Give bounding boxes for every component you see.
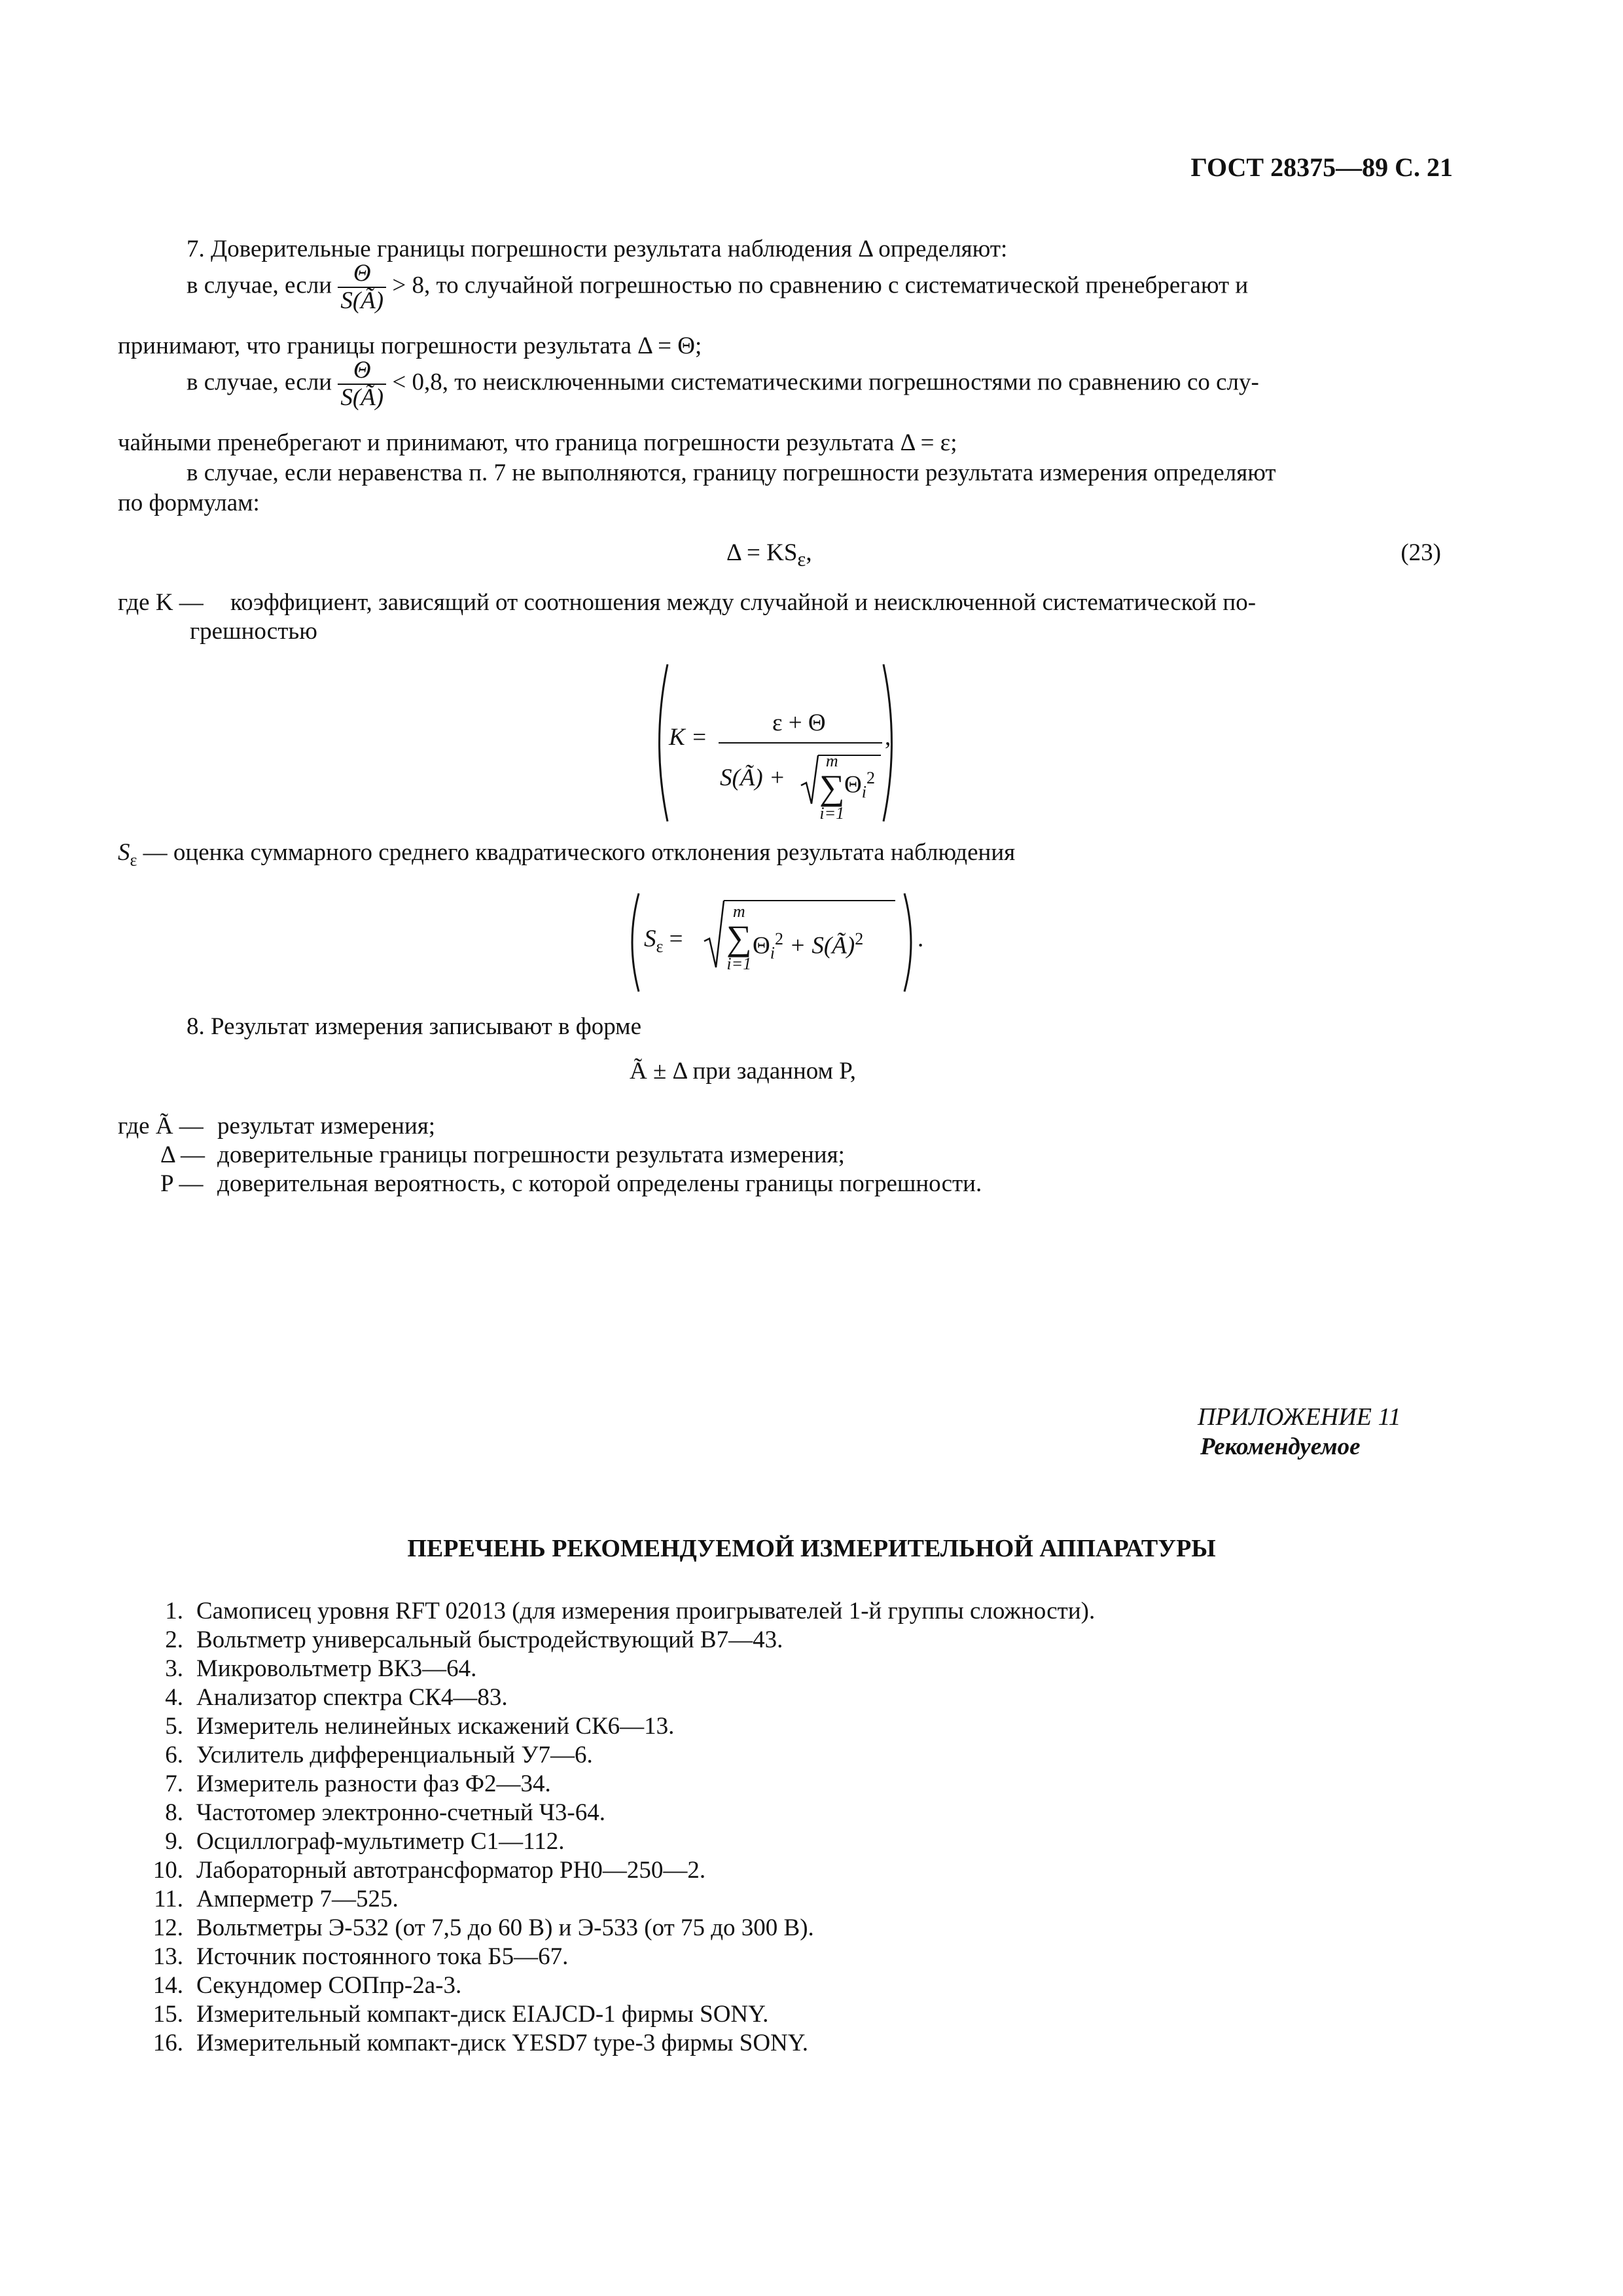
k-formula-tail: , (885, 724, 891, 751)
list-item: 3. Микровольтметр ВК3—64. (165, 1655, 477, 1682)
case-1-line (187, 260, 1248, 314)
fraction-denominator: S(Ã) (340, 384, 384, 411)
fraction-numerator: Θ (338, 357, 386, 385)
formula-23-body: Δ = KS (726, 539, 798, 566)
list-item: 7. Измеритель разности фаз Ф2—34. (165, 1770, 551, 1797)
sigma-icon: ∑ (819, 768, 845, 807)
se-sum-sup: 2 (774, 929, 783, 948)
case-1-continuation: принимают, что границы погрешности результата Δ = Θ; (118, 332, 702, 359)
list-item: 2. Вольтметр универсальный быстродействующий В7—43. (165, 1626, 783, 1653)
se-formula-sqrt-sign (703, 898, 725, 973)
appendix-heading: ПЕРЕЧЕНЬ РЕКОМЕНДУЕМОЙ ИЗМЕРИТЕЛЬНОЙ АППАРАТУРЫ (407, 1535, 1216, 1562)
sigma-icon: ∑ (726, 918, 752, 958)
se-definition-sub: ε (130, 850, 137, 870)
k-formula-lhs: K = (669, 724, 707, 751)
k-formula-sqrt-sign (800, 754, 819, 810)
fraction-theta-over-s-2 (338, 357, 386, 411)
se-formula-plus: + S(Ã) (789, 932, 855, 960)
fraction-numerator: Θ (338, 260, 386, 288)
appendix-title: ПРИЛОЖЕНИЕ 11 (1198, 1403, 1401, 1431)
case-2-line (187, 357, 1259, 411)
k-formula-sum (819, 753, 845, 822)
list-item: 14. Секундомер СОПпр-2а-3. (152, 1972, 462, 1999)
list-item: 9. Осциллограф-мультиметр С1—112. (165, 1828, 565, 1855)
se-formula-sum (726, 903, 752, 973)
se-sum-bottom: i=1 (726, 954, 752, 973)
appendix-subtitle: Рекомендуемое (1200, 1433, 1361, 1460)
def-3-label: P — (160, 1170, 204, 1197)
list-item: 6. Усилитель дифференциальный У7—6. (165, 1742, 593, 1768)
case-1-suffix: > 8, то случайной погрешностью по сравнению с систематической пренебрегают и (392, 272, 1249, 299)
k-sum-sub: i (861, 782, 866, 802)
case-2-prefix: в случае, если (187, 368, 332, 396)
section-8-form: Ã ± Δ при заданном P, (630, 1058, 856, 1085)
formula-23-number: (23) (1400, 539, 1441, 566)
se-formula-body: $\Theta_i^2$ + S(Ã)$^2$ (753, 929, 864, 963)
se-formula-lhs: $S_\varepsilon$ = (644, 925, 683, 956)
formula-23-sub: ε (797, 548, 806, 571)
list-item: 1. Самописец уровня RFT 02013 (для измерения проигрывателей 1-й группы сложности). (165, 1598, 1096, 1624)
list-item: 4. Анализатор спектра СК4—83. (165, 1684, 508, 1711)
list-item: 8. Частотомер электронно-счетный Ч3-64. (165, 1799, 605, 1826)
se-formula-left-paren (623, 890, 643, 995)
se-sum-top: m (732, 902, 745, 921)
se-formula-tail: . (918, 925, 924, 952)
se-formula-sup: 2 (855, 929, 864, 948)
list-item: 13. Источник постоянного тока Б5—67. (152, 1943, 569, 1970)
se-definition (118, 838, 1015, 875)
list-item: 10. Лабораторный автотрансформатор РН0—250—2. (152, 1857, 706, 1884)
se-sum-sub: i (770, 943, 775, 963)
formula-23-tail: , (806, 539, 812, 566)
se-formula-lhs-sub: ε (656, 937, 664, 956)
def-2-text: доверительные границы погрешности результата измерения; (217, 1141, 845, 1168)
formula-23 (726, 538, 812, 574)
page-header: ГОСТ 28375—89 С. 21 (1190, 152, 1453, 182)
fraction-denominator: S(Ã) (340, 287, 384, 314)
k-sum-bottom: i=1 (819, 804, 845, 823)
section-7-intro: 7. Доверительные границы погрешности результата наблюдения Δ определяют: (187, 236, 1008, 262)
case-2-suffix: < 0,8, то неисключенными систематическими погрешностями по сравнению со слу- (392, 368, 1259, 396)
list-item: 16. Измерительный компакт-диск YESD7 type-3 фирмы SONY. (152, 2030, 808, 2056)
se-formula-eq: = (669, 925, 683, 952)
section-8-intro: 8. Результат измерения записывают в форме (187, 1013, 642, 1040)
k-definition-label: где K — (118, 589, 204, 616)
def-1-text: результат измерения; (217, 1113, 436, 1139)
list-item: 5. Измеритель нелинейных искажений СК6—13. (165, 1713, 675, 1740)
case-2-continuation: чайными пренебрегают и принимают, что граница погрешности результата Δ = ε; (118, 429, 957, 456)
k-formula-numerator: ε + Θ (772, 709, 826, 736)
case-3-line: в случае, если неравенства п. 7 не выполняются, границу погрешности результата измерения определяют (187, 459, 1276, 486)
se-definition-text: — оценка суммарного среднего квадратического отклонения результата наблюдения (143, 839, 1016, 866)
def-1-label: где Ã — (118, 1113, 204, 1139)
k-formula-denominator-a: S(Ã) + (720, 764, 785, 791)
k-formula-fraction-bar (719, 742, 882, 744)
def-2-label: Δ — (160, 1141, 205, 1168)
list-item: 15. Измерительный компакт-диск EIAJCD-1 фирмы SONY. (152, 2001, 769, 2028)
def-3-text: доверительная вероятность, с которой определены границы погрешности. (217, 1170, 982, 1197)
k-definition: коэффициент, зависящий от соотношения между случайной и неисключенной систематической по- (230, 589, 1257, 616)
list-item: 11. Амперметр 7—525. (154, 1886, 399, 1912)
case-1-prefix: в случае, если (187, 272, 332, 299)
list-item: 12. Вольтметры Э-532 (от 7,5 до 60 В) и Э-533 (от 75 до 300 В). (152, 1914, 814, 1941)
case-3-continuation: по формулам: (118, 490, 260, 516)
fraction-theta-over-s (338, 260, 386, 314)
k-definition-continuation: грешностью (190, 618, 317, 645)
se-definition-label: S (118, 839, 130, 866)
k-sum-sup: 2 (866, 768, 875, 787)
k-sum-term: $\Theta_i^2$ (844, 768, 875, 802)
k-sum-top: m (825, 751, 838, 770)
se-formula-sqrt-bar (724, 900, 895, 901)
